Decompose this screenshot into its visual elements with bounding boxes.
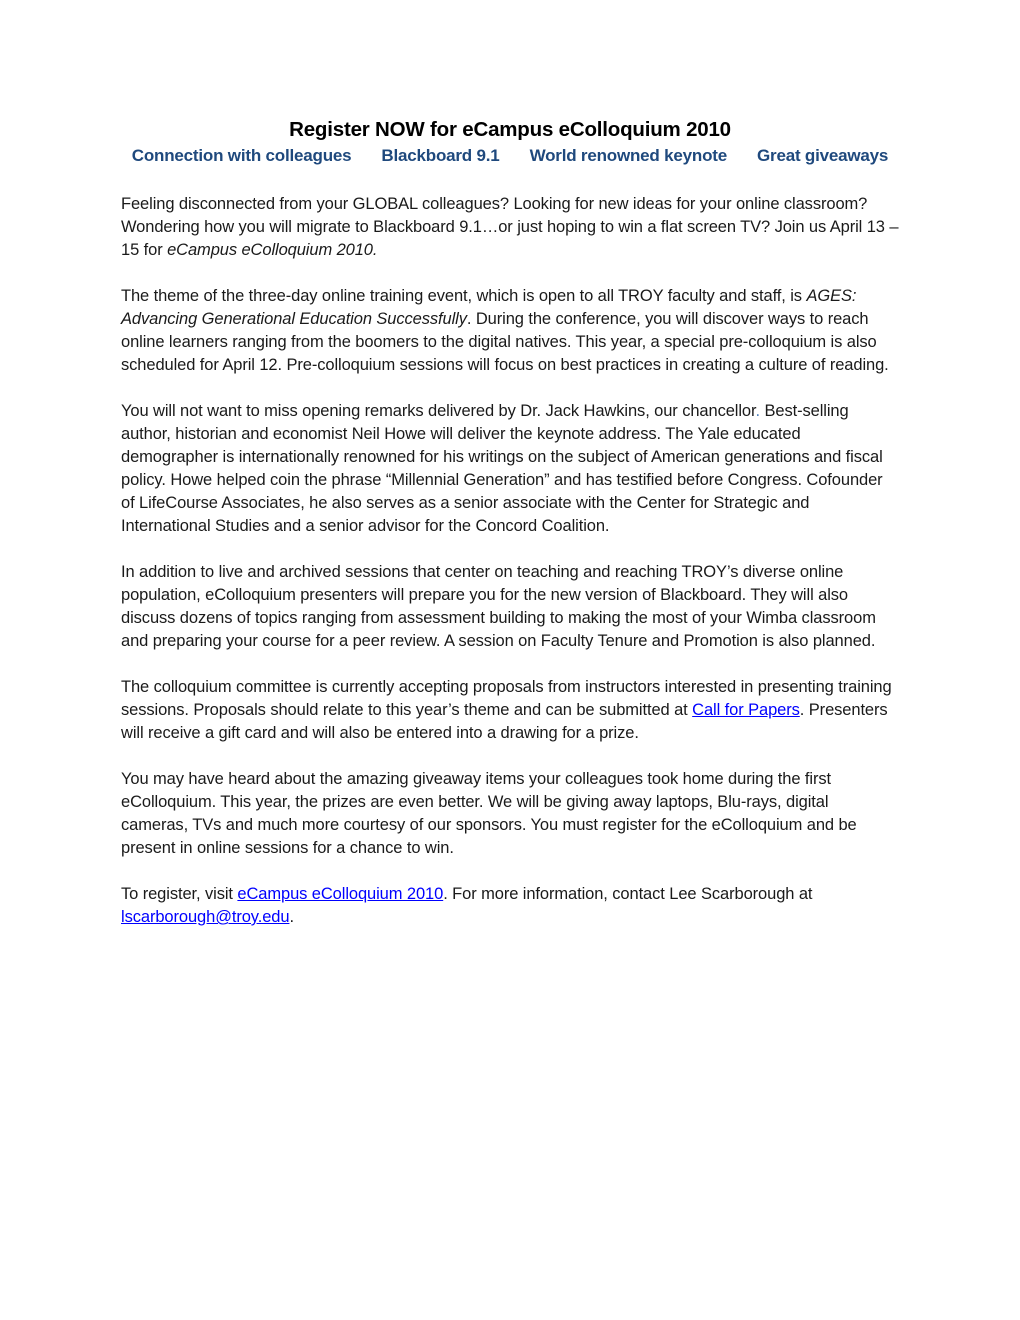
text-run: eCampus eColloquium 2010. [167,241,378,259]
subtitle-item: Blackboard 9.1 [381,146,500,165]
document-title: Register NOW for eCampus eColloquium 2010 [289,118,731,141]
text-run: . [755,402,760,420]
register-link[interactable]: eCampus eColloquium 2010 [237,885,444,903]
paragraph [121,193,899,262]
text-run: To register, visit [121,885,238,903]
paragraph [121,561,899,653]
text-run: AGES: Advancing Generational Education Successfully [121,287,857,328]
text-run: . [289,908,294,926]
text-run: Best-selling author, historian and economist Neil Howe will deliver the keynote address. The Yale educated demographer is internationally renowned for his writings on the subject of American generations and fiscal policy. Howe helped coin the phrase “Millennial Generation” and has testified before Congress. Cofounder of LifeCourse Associates, he also serves as a senior associate with the Center for Strategic and International Studies and a senior advisor for the Concord Coalition. [121,402,883,535]
text-run: The theme of the three-day online training event, which is open to all TROY faculty and staff, is [121,287,807,305]
paragraph [121,400,899,538]
text-run: In addition to live and archived sessions that center on teaching and reaching TROY’s diverse online population, eColloquium presenters will prepare you for the new version of Blackboard. They will also discuss dozens of topics ranging from assessment building to making the most of your Wimba classroom and preparing your course for a peer review. A session on Faculty Tenure and Promotion is also planned. [121,563,876,650]
text-run: . During the conference, you will discover ways to reach online learners ranging from the boomers to the digital natives. This year, a special pre-colloquium is also scheduled for April 12. Pre-colloquium sessions will focus on best practices in creating a culture of reading. [121,310,889,374]
document-body [121,193,899,929]
subtitle-item: Connection with colleagues [131,146,352,165]
text-run: . Presenters will receive a gift card and will also be entered into a drawing for a prize. [121,701,888,742]
paragraph [121,768,899,860]
paragraph [121,285,899,377]
text-run: You will not want to miss opening remarks delivered by Dr. Jack Hawkins, our chancellor [121,402,756,420]
text-run: The colloquium committee is currently accepting proposals from instructors interested in presenting training sessions. Proposals should relate to this year’s theme and can be submitted at [121,678,892,719]
text-run: . For more information, contact Lee Scarborough at [443,885,813,903]
subtitle-item: Great giveaways [757,146,889,165]
subtitle-item: World renowned keynote [529,146,727,165]
text-run: Feeling disconnected from your GLOBAL colleagues? Looking for new ideas for your online classroom? Wondering how you will migrate to Blackboard 9.1…or just hoping to win a flat screen TV? Join us April 13 – 15 for [121,195,899,259]
call-for-papers-link[interactable]: Call for Papers [692,701,800,719]
email-link[interactable]: lscarborough@troy.edu [121,908,290,926]
text-run: You may have heard about the amazing giveaway items your colleagues took home during the first eColloquium. This year, the prizes are even better. We will be giving away laptops, Blu-rays, digital cameras, TVs and much more courtesy of our sponsors. You must register for the eColloquium and be present in online sessions for a chance to win. [121,770,857,857]
document-subtitle [121,146,899,166]
paragraph [121,883,899,929]
paragraph [121,676,899,745]
